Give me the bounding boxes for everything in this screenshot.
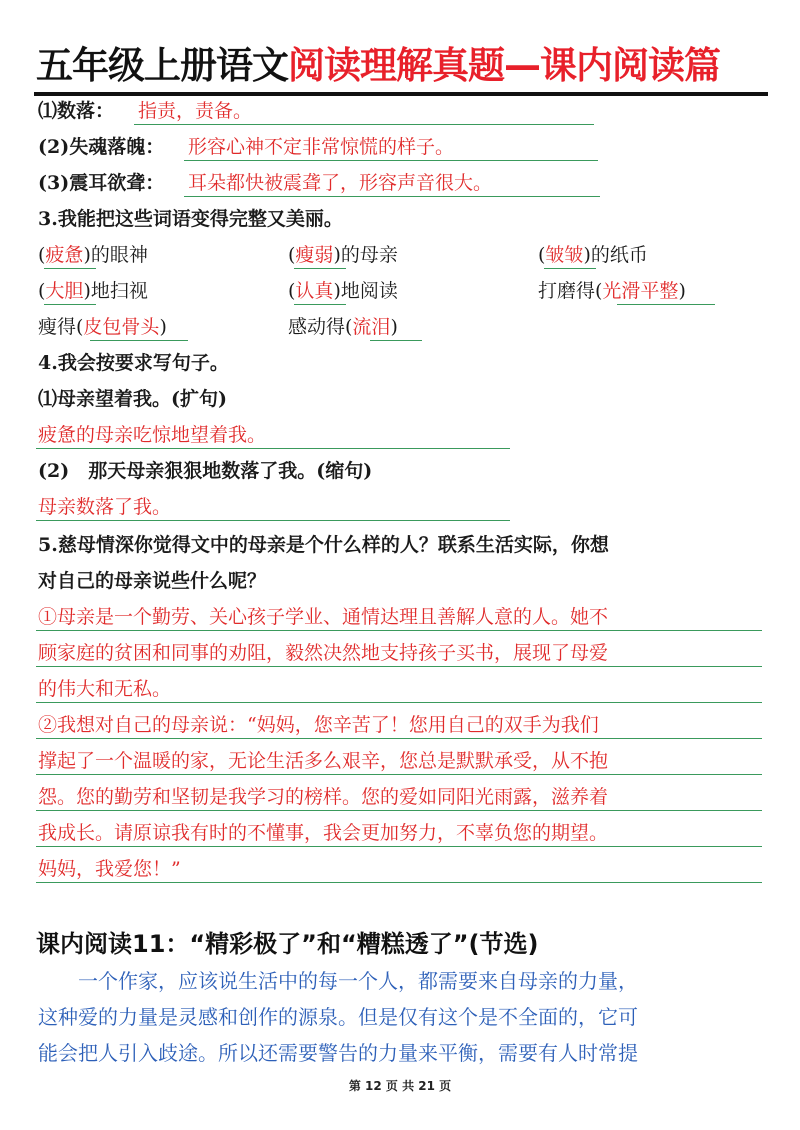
term-3: (3)震耳欲聋： <box>38 172 165 194</box>
fill-item-8: 感动得(流泪) <box>288 316 398 338</box>
q4-prompt-1: ⑴母亲望着我。(扩句) <box>38 388 227 410</box>
term-1: ⑴数落： <box>38 100 115 122</box>
fill-answer: 皱皱 <box>545 244 584 266</box>
fill-item-4: (大胆)地扫视 <box>38 280 148 302</box>
q5-answer2-line: ②我想对自己的母亲说：“妈妈，您辛苦了！您用自己的双手为我们 <box>38 714 599 736</box>
reading-title: 课内阅读11：“精彩极了”和“糟糕透了”(节选) <box>36 930 539 958</box>
q5-answer1-line: ①母亲是一个勤劳、关心孩子学业、通情达理且善解人意的人。她不 <box>38 606 609 628</box>
fill-item-7: 瘦得(皮包骨头) <box>38 316 167 338</box>
q4-heading: 4.我会按要求写句子。 <box>38 352 229 374</box>
answer-line <box>184 196 600 197</box>
fill-answer: 光滑平整 <box>602 280 679 302</box>
q5-answer2-line: 妈妈，我爱您！” <box>38 858 181 880</box>
q5-answer2-line: 撑起了一个温暖的家，无论生活多么艰辛，您总是默默承受，从不抱 <box>38 750 609 772</box>
fill-answer: 瘦弱 <box>295 244 334 266</box>
fill-item-6: 打磨得(光滑平整) <box>538 280 686 302</box>
answer-line <box>184 160 598 161</box>
answer-1: 指责，责备。 <box>138 100 253 122</box>
q5-answer1-line: 顾家庭的贫困和同事的劝阻，毅然决然地支持孩子买书，展现了母爱 <box>38 642 609 664</box>
term-2: (2)失魂落魄： <box>38 136 165 158</box>
fill-item-5: (认真)地阅读 <box>288 280 398 302</box>
q5-heading-line1: 5.慈母情深你觉得文中的母亲是个什么样的人？联系生活实际，你想 <box>38 534 609 556</box>
page-title <box>36 40 766 92</box>
reading-line: 能会把人引入歧途。所以还需要警告的力量来平衡，需要有人时常提 <box>38 1041 638 1065</box>
q4-answer-2: 母亲数落了我。 <box>38 496 172 518</box>
fill-answer: 疲惫 <box>45 244 84 266</box>
q5-heading-line2: 对自己的母亲说些什么呢？ <box>38 570 267 592</box>
q5-answer1-line: 的伟大和无私。 <box>38 678 172 700</box>
fill-item-3: (皱皱)的纸币 <box>538 244 648 266</box>
fill-answer: 大胆 <box>45 280 84 302</box>
title-grade: 五年级上册语文 <box>36 44 288 87</box>
q5-answer2-line: 怨。您的勤劳和坚韧是我学习的榜样。您的爱如同阳光雨露，滋养着 <box>38 786 609 808</box>
fill-answer: 皮包骨头 <box>83 316 160 338</box>
answer-2: 形容心神不定非常惊慌的样子。 <box>188 136 455 158</box>
q4-answer-1: 疲惫的母亲吃惊地望着我。 <box>38 424 267 446</box>
q4-prompt-2: (2) 那天母亲狠狠地数落了我。(缩句) <box>38 460 373 482</box>
reading-line: 一个作家，应该说生活中的每一个人，都需要来自母亲的力量， <box>38 969 638 993</box>
title-topic: 阅读理解真题—课内阅读篇 <box>288 44 720 87</box>
title-underline <box>34 92 768 96</box>
fill-answer: 流泪 <box>352 316 391 338</box>
page-number: 第 12 页 共 21 页 <box>348 1079 452 1093</box>
q3-heading: 3.我能把这些词语变得完整又美丽。 <box>38 208 343 230</box>
fill-answer: 认真 <box>295 280 334 302</box>
fill-item-2: (瘦弱)的母亲 <box>288 244 398 266</box>
fill-item-1: (疲惫)的眼神 <box>38 244 148 266</box>
q5-answer2-line: 我成长。请原谅我有时的不懂事，我会更加努力，不辜负您的期望。 <box>38 822 609 844</box>
answer-line <box>134 124 594 125</box>
reading-line: 这种爱的力量是灵感和创作的源泉。但是仅有这个是不全面的，它可 <box>38 1005 638 1029</box>
answer-3: 耳朵都快被震聋了，形容声音很大。 <box>188 172 493 194</box>
